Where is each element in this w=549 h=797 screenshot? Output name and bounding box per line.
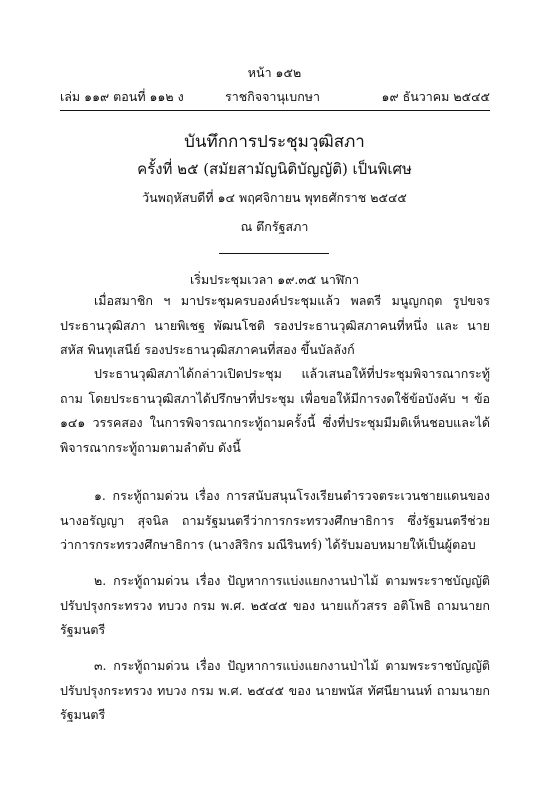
publication-date: ๑๙ ธันวาคม ๒๕๔๕ (381, 89, 490, 104)
title-divider (219, 253, 329, 254)
gazette-name: ราชกิจจานุเบกษา (225, 89, 321, 104)
paragraph-text: ๑. กระทู้ถามด่วน เรื่อง การสนับสนุนโรงเรียนตำรวจตระเวนชายแดนของนางอรัญญา สุจนิล ถามรัฐมนตรีว่าการกระทรวงศึกษาธิการ ซึ่งรัฐมนตรีช่วยว่าการกระทรวงศึกษาธิการ (นางสิริกร มณีรินทร์) ได้รับมอบหมายให้เป็นผู้ตอบ (60, 488, 490, 552)
meeting-venue: ณ ตึกรัฐสภา (240, 219, 309, 234)
paragraph-question-2 (60, 569, 490, 643)
paragraph-text: ประธานวุฒิสภาได้กล่าวเปิดประชุม แล้วเสนอให้ที่ประชุมพิจารณากระทู้ถาม โดยประธานวุฒิสภาได้ปรึกษาที่ประชุม เพื่อขอให้มีการงดใช้ข้อบังคับ ฯ ข้อ ๑๔๑ วรรคสอง ในการพิจารณากระทู้ถามครั้งนี้ ซึ่งที่ประชุมมีมติเห็นชอบและได้พิจารณากระทู้ถามตามลำดับ ดังนี้ (60, 366, 490, 455)
gazette-header (60, 87, 490, 105)
start-time: เริ่มประชุมเวลา ๑๙.๓๕ นาฬิกา (190, 272, 359, 287)
paragraph-text: ๒. กระทู้ถามด่วน เรื่อง ปัญหาการแบ่งแยกงานป่าไม้ ตามพระราชบัญญัติปรับปรุงกระทรวง ทบวง กรม พ.ศ. ๒๕๔๕ ของ นายแก้วสรร อติโพธิ ถามนายกรัฐมนตรี (60, 573, 490, 637)
paragraph-question-3 (60, 654, 490, 728)
paragraph-text: ๓. กระทู้ถามด่วน เรื่อง ปัญหาการแบ่งแยกงานป่าไม้ ตามพระราชบัญญัติปรับปรุงกระทรวง ทบวง กรม พ.ศ. ๒๕๔๕ ของ นายพนัส ทัศนียานนท์ ถามนายกรัฐมนตรี (60, 658, 490, 722)
header-divider (60, 110, 490, 111)
paragraph-text: เมื่อสมาชิก ฯ มาประชุมครบองค์ประชุมแล้ว พลตรี มนูญกฤต รูปขจร ประธานวุฒิสภา นายพิเชฐ พัฒนโชติ รองประธานวุฒิสภาคนที่หนึ่ง และ นายสหัส พินทุเสนีย์ รองประธานวุฒิสภาคนที่สอง ขึ้นบัลลังก์ (60, 293, 490, 357)
paragraph-question-1 (60, 484, 490, 558)
paragraph-opening (60, 289, 490, 363)
page-number: หน้า ๑๕๒ (247, 65, 302, 80)
meeting-date: วันพฤหัสบดีที่ ๑๔ พฤศจิกายน พุทธศักราช ๒๕๔๕ (142, 190, 407, 205)
volume-issue: เล่ม ๑๑๙ ตอนที่ ๑๑๒ ง (60, 89, 184, 104)
paragraph-procedure (60, 362, 490, 460)
document-title: บันทึกการประชุมวุฒิสภา (184, 132, 365, 152)
document-subtitle: ครั้งที่ ๒๕ (สมัยสามัญนิติบัญญัติ) เป็นพิเศษ (137, 160, 412, 178)
